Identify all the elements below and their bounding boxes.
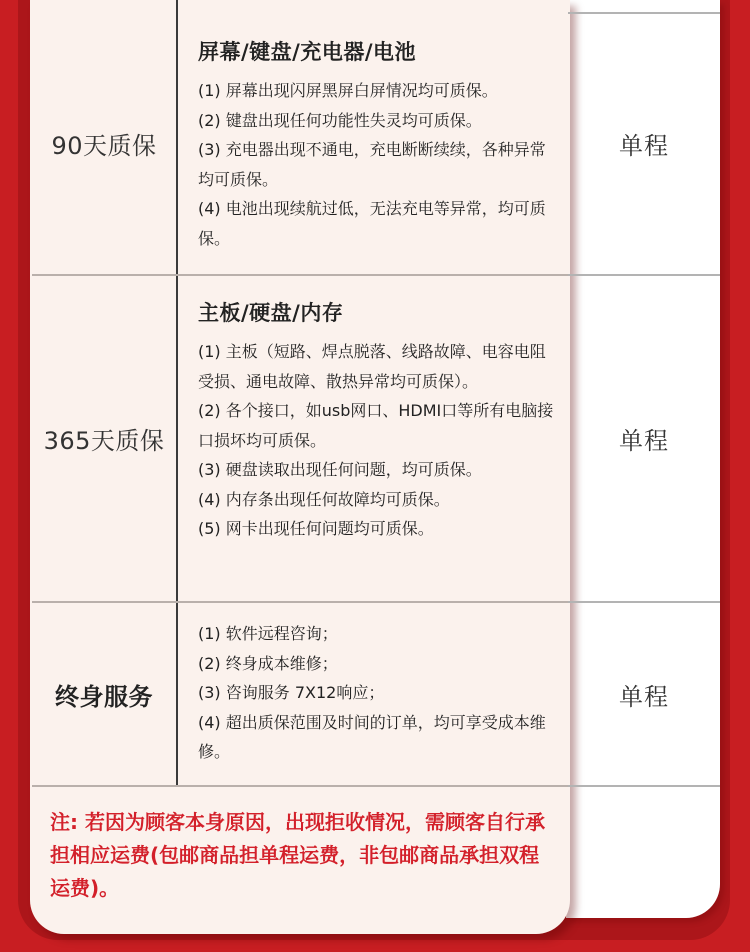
- column-divider: [176, 0, 178, 786]
- trip-type-90: 单程: [619, 131, 669, 160]
- warranty-detail-lifetime: [198, 619, 558, 767]
- warranty-label-90: 90天质保: [51, 131, 157, 160]
- warranty-detail-90: [198, 36, 558, 253]
- detail-item: (2) 各个接口，如usb网口、HDMI口等所有电脑接口损坏均可质保。: [198, 401, 554, 450]
- detail-heading: 主板/硬盘/内存: [198, 301, 344, 325]
- shipping-note: 注: 若因为顾客本身原因，出现拒收情况，需顾客自行承担相应运费(包邮商品担单程运费，非包邮商品承担双程运费)。: [50, 810, 545, 900]
- detail-item: (4) 超出质保范围及时间的订单，均可享受成本维修。: [198, 712, 546, 761]
- detail-item: (4) 内存条出现任何故障均可质保。: [198, 489, 450, 509]
- detail-item: (3) 咨询服务 7X12响应；: [198, 683, 385, 702]
- trip-type-lifetime: 单程: [619, 682, 669, 711]
- detail-heading: 屏幕/键盘/充电器/电池: [198, 40, 417, 64]
- detail-item: (2) 终身成本维修；: [198, 653, 338, 673]
- row-divider: [568, 785, 720, 787]
- detail-item: (4) 电池出现续航过低，无法充电等异常，均可质保。: [198, 199, 546, 248]
- warranty-detail-365: [198, 297, 558, 544]
- detail-item: (1) 主板（短路、焊点脱落、线路故障、电容电阻受损、通电故障、散热异常均可质保）。: [198, 342, 546, 391]
- detail-item: (3) 硬盘读取出现任何问题，均可质保。: [198, 460, 482, 479]
- detail-item: (2) 键盘出现任何功能性失灵均可质保。: [198, 110, 482, 130]
- detail-item: (1) 屏幕出现闪屏黑屏白屏情况均可质保。: [198, 81, 498, 100]
- warranty-label-365: 365天质保: [43, 427, 165, 455]
- detail-item: (5) 网卡出现任何问题均可质保。: [198, 519, 434, 538]
- warranty-label-lifetime: 终身服务: [55, 682, 153, 711]
- trip-type-365: 单程: [619, 427, 669, 455]
- row-divider: [32, 785, 568, 787]
- detail-item: (3) 充电器出现不通电，充电断断续续，各种异常均可质保。: [198, 140, 546, 189]
- detail-item: (1) 软件远程咨询；: [198, 624, 338, 643]
